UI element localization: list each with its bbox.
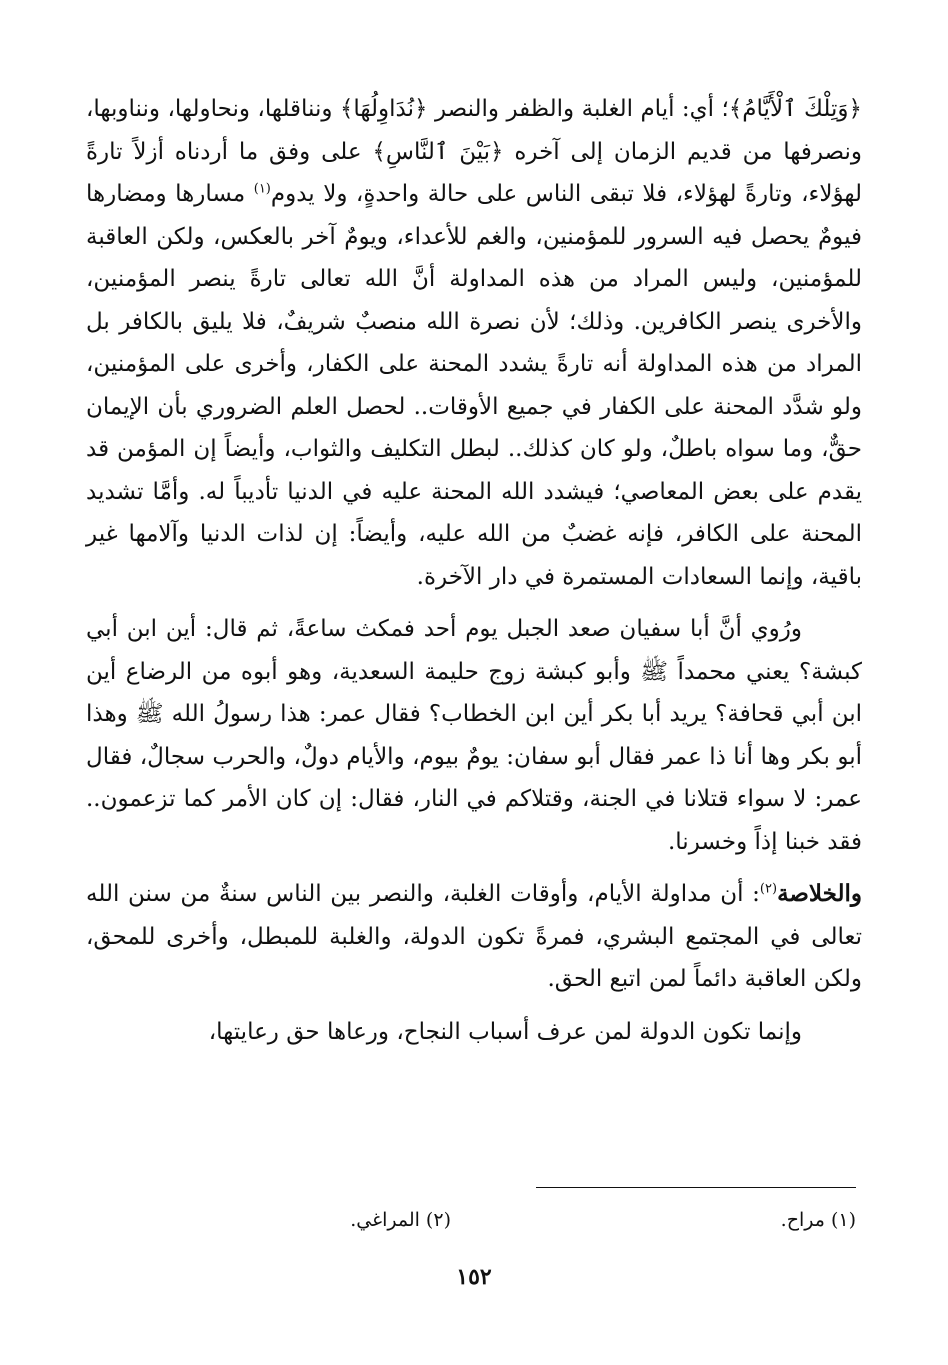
paragraph-closing xyxy=(86,1011,862,1054)
paragraph-text: ورُوي أنَّ أبا سفيان صعد الجبل يوم أحد فمكث ساعةً، ثم قال: أين ابن أبي كبشة؟ يعني محمداً ﷺ وأبو كبشة زوج حليمة السعدية، وهو أبوه من الرضاع أين ابن أبي قحافة؟ يريد أبا بكر أين ابن الخطاب؟ فقال عمر: هذا رسولُ الله ﷺ وهذا أبو بكر وها أنا ذا عمر فقال أبو سفان: يومٌ بيوم، والأيام دولٌ، والحرب سجالٌ، فقال عمر: لا سواء قتلانا في الجنة، وقتلاكم في النار، فقال: إن كان الأمر كما تزعمون.. فقد خبنا إذاً وخسرنا. xyxy=(86,616,863,855)
footnote-ref-1[interactable]: (١) xyxy=(253,181,271,197)
footnote-divider xyxy=(536,1187,856,1188)
paragraph-text: ﴿وَتِلْكَ ٱلْأَيَّامُ﴾؛ أي: أيام الغلبة والظفر والنصر ﴿نُدَاوِلُهَا﴾ ونناقلها، ونحاولها، ونناوبها، ونصرفها من قديم الزمان إلى آخره ﴿بَيْنَ ٱلنَّاسِ﴾ على وفق ما أردناه أزلاً تارةً لهؤلاء، وتارةً لهؤلاء، فلا تبقى الناس على حالة واحدةٍ، ولا يدوم xyxy=(86,96,862,207)
page-number: ١٥٢ xyxy=(456,1264,492,1290)
paragraph-verse-commentary xyxy=(86,88,862,598)
footnotes xyxy=(96,1203,856,1237)
summary-lead: والخلاصة xyxy=(777,880,862,907)
paragraph-abu-sufyan xyxy=(86,608,862,863)
footnote-1: (١) مراح. xyxy=(780,1209,856,1231)
paragraph-text: وإنما تكون الدولة لمن عرف أسباب النجاح، ورعاها حق رعايتها، xyxy=(208,1018,802,1045)
footnote-ref-2[interactable]: (٢) xyxy=(759,881,778,897)
paragraph-text-continued: مسارها ومضارها فيومٌ يحصل فيه السرور للمؤمنين، والغم للأعداء، ويومٌ آخر بالعكس، ولكن العاقبة للمؤمنين، وليس المراد من هذه المداولة أنَّ الله تعالى تارةً ينصر المؤمنين، والأخرى ينصر الكافرين. وذلك؛ لأن نصرة الله منصبٌ شريفٌ، فلا يليق بالكافر بل المراد من هذه المداولة أنه تارةً يشدد المحنة على الكفار، وأخرى على المؤمنين، ولو شدَّد المحنة على الكفار في جميع الأوقات.. لحصل العلم الضروري بأن الإيمان حقٌّ، وما سواه باطلٌ، ولو كان كذلك.. لبطل التكليف والثواب، وأيضاً إن المؤمن قد يقدم على بعض المعاصي؛ فيشدد الله المحنة عليه في الدنيا تأديباً له. وأمَّا تشديد المحنة على الكافر، فإنه غضبٌ من الله عليه، وأيضاً: إن لذات الدنيا وآلامها غير باقية، وإنما السعادات المستمرة في دار الآخرة. xyxy=(86,181,862,590)
body-text xyxy=(86,88,862,1053)
paragraph-summary xyxy=(86,873,862,1001)
footnote-2: (٢) المراغي. xyxy=(350,1209,451,1231)
paragraph-text: : أن مداولة الأيام، وأوقات الغلبة، والنصر بين الناس سنةٌ من سنن الله تعالى في المجتمع البشري، فمرةً تكون الدولة، والغلبة للمبطل، وأخرى للمحق، ولكن العاقبة دائماً لمن اتبع الحق. xyxy=(86,881,862,992)
